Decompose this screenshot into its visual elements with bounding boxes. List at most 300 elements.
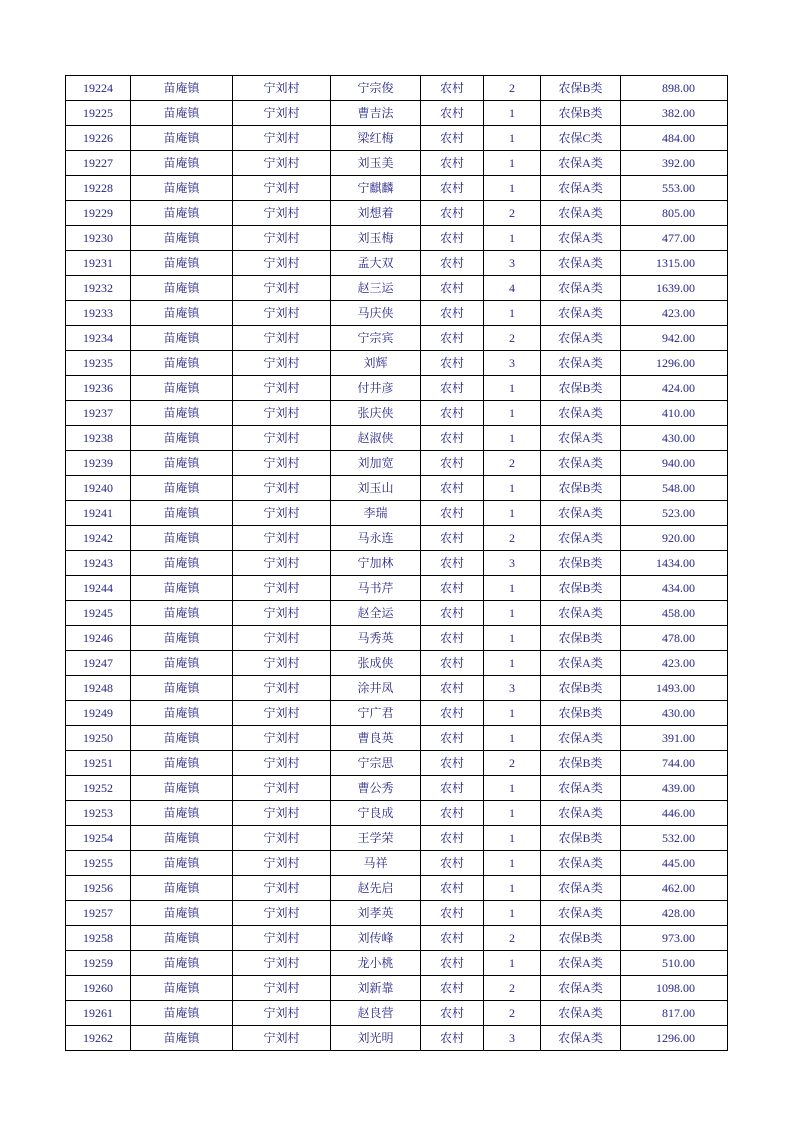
cell-amount: 477.00	[621, 226, 728, 251]
cell-category: 农村	[421, 826, 484, 851]
table-row	[66, 201, 728, 226]
table-row	[66, 576, 728, 601]
cell-id: 19249	[66, 701, 131, 726]
cell-count: 1	[484, 426, 541, 451]
cell-type: 农保A类	[541, 451, 621, 476]
cell-amount: 548.00	[621, 476, 728, 501]
cell-type: 农保A类	[541, 1001, 621, 1026]
cell-type: 农保A类	[541, 201, 621, 226]
cell-category: 农村	[421, 751, 484, 776]
cell-type: 农保B类	[541, 551, 621, 576]
cell-amount: 445.00	[621, 851, 728, 876]
cell-count: 1	[484, 651, 541, 676]
cell-village: 宁刘村	[233, 301, 331, 326]
cell-name: 刘光明	[331, 1026, 421, 1051]
cell-name: 刘传峰	[331, 926, 421, 951]
cell-id: 19229	[66, 201, 131, 226]
cell-category: 农村	[421, 401, 484, 426]
cell-name: 宁宗思	[331, 751, 421, 776]
cell-village: 宁刘村	[233, 676, 331, 701]
cell-amount: 744.00	[621, 751, 728, 776]
cell-type: 农保A类	[541, 176, 621, 201]
cell-amount: 510.00	[621, 951, 728, 976]
cell-count: 1	[484, 901, 541, 926]
cell-village: 宁刘村	[233, 651, 331, 676]
cell-type: 农保A类	[541, 726, 621, 751]
cell-category: 农村	[421, 976, 484, 1001]
cell-village: 宁刘村	[233, 626, 331, 651]
cell-type: 农保A类	[541, 801, 621, 826]
cell-name: 赵良营	[331, 1001, 421, 1026]
cell-village: 宁刘村	[233, 701, 331, 726]
cell-name: 宁麒麟	[331, 176, 421, 201]
table-row	[66, 76, 728, 101]
cell-category: 农村	[421, 226, 484, 251]
cell-town: 苗庵镇	[131, 476, 233, 501]
cell-town: 苗庵镇	[131, 826, 233, 851]
cell-name: 马祥	[331, 851, 421, 876]
cell-category: 农村	[421, 451, 484, 476]
cell-name: 刘新靠	[331, 976, 421, 1001]
cell-id: 19243	[66, 551, 131, 576]
cell-town: 苗庵镇	[131, 251, 233, 276]
cell-category: 农村	[421, 276, 484, 301]
cell-type: 农保A类	[541, 426, 621, 451]
cell-id: 19256	[66, 876, 131, 901]
cell-id: 19254	[66, 826, 131, 851]
cell-category: 农村	[421, 126, 484, 151]
table-row	[66, 326, 728, 351]
cell-village: 宁刘村	[233, 976, 331, 1001]
cell-category: 农村	[421, 251, 484, 276]
cell-id: 19225	[66, 101, 131, 126]
cell-name: 曹良英	[331, 726, 421, 751]
cell-id: 19248	[66, 676, 131, 701]
cell-count: 1	[484, 301, 541, 326]
cell-count: 1	[484, 601, 541, 626]
cell-id: 19262	[66, 1026, 131, 1051]
cell-village: 宁刘村	[233, 201, 331, 226]
table-row	[66, 901, 728, 926]
cell-village: 宁刘村	[233, 1001, 331, 1026]
cell-village: 宁刘村	[233, 126, 331, 151]
cell-count: 1	[484, 101, 541, 126]
cell-town: 苗庵镇	[131, 426, 233, 451]
table-row	[66, 376, 728, 401]
cell-name: 曹吉法	[331, 101, 421, 126]
cell-amount: 423.00	[621, 301, 728, 326]
cell-town: 苗庵镇	[131, 1001, 233, 1026]
cell-name: 刘玉山	[331, 476, 421, 501]
cell-count: 1	[484, 176, 541, 201]
cell-type: 农保A类	[541, 151, 621, 176]
cell-type: 农保B类	[541, 926, 621, 951]
cell-amount: 553.00	[621, 176, 728, 201]
cell-town: 苗庵镇	[131, 201, 233, 226]
cell-village: 宁刘村	[233, 326, 331, 351]
cell-id: 19226	[66, 126, 131, 151]
cell-id: 19251	[66, 751, 131, 776]
cell-id: 19259	[66, 951, 131, 976]
cell-village: 宁刘村	[233, 101, 331, 126]
cell-village: 宁刘村	[233, 776, 331, 801]
cell-type: 农保B类	[541, 676, 621, 701]
cell-type: 农保B类	[541, 626, 621, 651]
cell-town: 苗庵镇	[131, 951, 233, 976]
cell-id: 19231	[66, 251, 131, 276]
cell-village: 宁刘村	[233, 876, 331, 901]
cell-type: 农保B类	[541, 576, 621, 601]
cell-name: 梁红梅	[331, 126, 421, 151]
cell-category: 农村	[421, 551, 484, 576]
cell-category: 农村	[421, 701, 484, 726]
cell-name: 赵三运	[331, 276, 421, 301]
cell-type: 农保A类	[541, 251, 621, 276]
cell-village: 宁刘村	[233, 226, 331, 251]
table-row	[66, 151, 728, 176]
cell-town: 苗庵镇	[131, 601, 233, 626]
cell-count: 1	[484, 776, 541, 801]
cell-type: 农保A类	[541, 601, 621, 626]
cell-count: 3	[484, 551, 541, 576]
cell-town: 苗庵镇	[131, 501, 233, 526]
cell-type: 农保A类	[541, 501, 621, 526]
cell-village: 宁刘村	[233, 401, 331, 426]
cell-id: 19260	[66, 976, 131, 1001]
cell-village: 宁刘村	[233, 251, 331, 276]
cell-village: 宁刘村	[233, 76, 331, 101]
table-row	[66, 851, 728, 876]
cell-id: 19235	[66, 351, 131, 376]
cell-id: 19252	[66, 776, 131, 801]
cell-amount: 423.00	[621, 651, 728, 676]
cell-category: 农村	[421, 776, 484, 801]
cell-town: 苗庵镇	[131, 376, 233, 401]
cell-name: 王学荣	[331, 826, 421, 851]
cell-amount: 1639.00	[621, 276, 728, 301]
cell-town: 苗庵镇	[131, 926, 233, 951]
cell-town: 苗庵镇	[131, 226, 233, 251]
table-row	[66, 476, 728, 501]
cell-amount: 462.00	[621, 876, 728, 901]
cell-village: 宁刘村	[233, 176, 331, 201]
cell-village: 宁刘村	[233, 451, 331, 476]
cell-type: 农保A类	[541, 976, 621, 1001]
cell-town: 苗庵镇	[131, 176, 233, 201]
cell-village: 宁刘村	[233, 851, 331, 876]
cell-village: 宁刘村	[233, 1026, 331, 1051]
cell-category: 农村	[421, 526, 484, 551]
cell-category: 农村	[421, 476, 484, 501]
cell-amount: 382.00	[621, 101, 728, 126]
cell-id: 19224	[66, 76, 131, 101]
cell-town: 苗庵镇	[131, 76, 233, 101]
cell-town: 苗庵镇	[131, 151, 233, 176]
table-row	[66, 976, 728, 1001]
cell-village: 宁刘村	[233, 801, 331, 826]
cell-name: 刘辉	[331, 351, 421, 376]
cell-amount: 430.00	[621, 426, 728, 451]
cell-name: 赵淑侠	[331, 426, 421, 451]
cell-count: 2	[484, 201, 541, 226]
table-row	[66, 351, 728, 376]
cell-name: 孟大双	[331, 251, 421, 276]
cell-town: 苗庵镇	[131, 551, 233, 576]
cell-count: 1	[484, 876, 541, 901]
cell-village: 宁刘村	[233, 526, 331, 551]
cell-name: 赵先启	[331, 876, 421, 901]
table-row	[66, 676, 728, 701]
cell-id: 19227	[66, 151, 131, 176]
cell-type: 农保C类	[541, 126, 621, 151]
cell-name: 马书芹	[331, 576, 421, 601]
table-row	[66, 126, 728, 151]
cell-village: 宁刘村	[233, 826, 331, 851]
cell-village: 宁刘村	[233, 351, 331, 376]
cell-category: 农村	[421, 151, 484, 176]
cell-name: 宁加林	[331, 551, 421, 576]
cell-name: 刘孝英	[331, 901, 421, 926]
cell-id: 19234	[66, 326, 131, 351]
cell-category: 农村	[421, 501, 484, 526]
cell-name: 宁良成	[331, 801, 421, 826]
cell-town: 苗庵镇	[131, 526, 233, 551]
cell-village: 宁刘村	[233, 726, 331, 751]
cell-category: 农村	[421, 101, 484, 126]
cell-count: 1	[484, 726, 541, 751]
cell-category: 农村	[421, 1026, 484, 1051]
cell-count: 1	[484, 801, 541, 826]
table-row	[66, 426, 728, 451]
cell-village: 宁刘村	[233, 551, 331, 576]
cell-type: 农保A类	[541, 401, 621, 426]
cell-category: 农村	[421, 576, 484, 601]
cell-amount: 898.00	[621, 76, 728, 101]
table-row	[66, 401, 728, 426]
cell-village: 宁刘村	[233, 151, 331, 176]
cell-type: 农保A类	[541, 276, 621, 301]
table-row	[66, 251, 728, 276]
cell-village: 宁刘村	[233, 926, 331, 951]
cell-amount: 478.00	[621, 626, 728, 651]
cell-id: 19250	[66, 726, 131, 751]
cell-id: 19230	[66, 226, 131, 251]
cell-name: 马秀英	[331, 626, 421, 651]
cell-type: 农保A类	[541, 326, 621, 351]
cell-town: 苗庵镇	[131, 851, 233, 876]
cell-count: 2	[484, 451, 541, 476]
cell-category: 农村	[421, 726, 484, 751]
cell-id: 19253	[66, 801, 131, 826]
cell-count: 1	[484, 626, 541, 651]
cell-type: 农保A类	[541, 851, 621, 876]
cell-amount: 940.00	[621, 451, 728, 476]
cell-village: 宁刘村	[233, 601, 331, 626]
cell-count: 1	[484, 126, 541, 151]
cell-category: 农村	[421, 326, 484, 351]
cell-type: 农保A类	[541, 301, 621, 326]
cell-id: 19257	[66, 901, 131, 926]
cell-name: 刘想着	[331, 201, 421, 226]
cell-category: 农村	[421, 601, 484, 626]
cell-type: 农保B类	[541, 701, 621, 726]
cell-count: 3	[484, 1026, 541, 1051]
cell-town: 苗庵镇	[131, 401, 233, 426]
table-row	[66, 826, 728, 851]
table-row	[66, 301, 728, 326]
cell-type: 农保A类	[541, 951, 621, 976]
table-row	[66, 176, 728, 201]
cell-name: 马永连	[331, 526, 421, 551]
cell-count: 1	[484, 376, 541, 401]
cell-category: 农村	[421, 76, 484, 101]
cell-town: 苗庵镇	[131, 351, 233, 376]
cell-id: 19239	[66, 451, 131, 476]
cell-amount: 805.00	[621, 201, 728, 226]
cell-type: 农保A类	[541, 776, 621, 801]
cell-town: 苗庵镇	[131, 626, 233, 651]
cell-count: 3	[484, 351, 541, 376]
cell-amount: 424.00	[621, 376, 728, 401]
cell-amount: 973.00	[621, 926, 728, 951]
cell-name: 刘玉梅	[331, 226, 421, 251]
table-row	[66, 276, 728, 301]
cell-town: 苗庵镇	[131, 701, 233, 726]
cell-category: 农村	[421, 901, 484, 926]
cell-category: 农村	[421, 651, 484, 676]
cell-amount: 391.00	[621, 726, 728, 751]
cell-name: 龙小桃	[331, 951, 421, 976]
table-row	[66, 601, 728, 626]
cell-name: 马庆侠	[331, 301, 421, 326]
cell-type: 农保A类	[541, 351, 621, 376]
cell-amount: 392.00	[621, 151, 728, 176]
cell-village: 宁刘村	[233, 426, 331, 451]
cell-town: 苗庵镇	[131, 451, 233, 476]
cell-category: 农村	[421, 926, 484, 951]
cell-category: 农村	[421, 201, 484, 226]
cell-name: 张成侠	[331, 651, 421, 676]
cell-town: 苗庵镇	[131, 326, 233, 351]
table-row	[66, 801, 728, 826]
cell-town: 苗庵镇	[131, 676, 233, 701]
cell-town: 苗庵镇	[131, 101, 233, 126]
cell-id: 19245	[66, 601, 131, 626]
cell-id: 19241	[66, 501, 131, 526]
cell-type: 农保B类	[541, 76, 621, 101]
cell-amount: 1493.00	[621, 676, 728, 701]
cell-id: 19232	[66, 276, 131, 301]
cell-category: 农村	[421, 626, 484, 651]
cell-amount: 1315.00	[621, 251, 728, 276]
cell-village: 宁刘村	[233, 501, 331, 526]
cell-count: 2	[484, 326, 541, 351]
cell-town: 苗庵镇	[131, 576, 233, 601]
cell-category: 农村	[421, 876, 484, 901]
cell-amount: 1296.00	[621, 351, 728, 376]
cell-name: 刘加宽	[331, 451, 421, 476]
cell-category: 农村	[421, 676, 484, 701]
table-row	[66, 626, 728, 651]
cell-village: 宁刘村	[233, 951, 331, 976]
cell-count: 2	[484, 926, 541, 951]
cell-amount: 1296.00	[621, 1026, 728, 1051]
table-row	[66, 1001, 728, 1026]
cell-type: 农保A类	[541, 876, 621, 901]
cell-id: 19261	[66, 1001, 131, 1026]
cell-name: 付井彦	[331, 376, 421, 401]
cell-amount: 430.00	[621, 701, 728, 726]
table-row	[66, 951, 728, 976]
cell-id: 19246	[66, 626, 131, 651]
cell-category: 农村	[421, 426, 484, 451]
cell-amount: 446.00	[621, 801, 728, 826]
cell-type: 农保A类	[541, 651, 621, 676]
table-row	[66, 1026, 728, 1051]
cell-village: 宁刘村	[233, 276, 331, 301]
cell-id: 19228	[66, 176, 131, 201]
cell-id: 19255	[66, 851, 131, 876]
table-row	[66, 451, 728, 476]
table-row	[66, 776, 728, 801]
cell-id: 19240	[66, 476, 131, 501]
table-row	[66, 226, 728, 251]
cell-town: 苗庵镇	[131, 751, 233, 776]
table-body	[66, 76, 728, 1051]
cell-count: 1	[484, 851, 541, 876]
cell-count: 1	[484, 501, 541, 526]
cell-amount: 458.00	[621, 601, 728, 626]
cell-amount: 439.00	[621, 776, 728, 801]
cell-id: 19236	[66, 376, 131, 401]
cell-name: 赵全运	[331, 601, 421, 626]
cell-type: 农保B类	[541, 826, 621, 851]
cell-count: 1	[484, 226, 541, 251]
cell-count: 2	[484, 976, 541, 1001]
cell-category: 农村	[421, 1001, 484, 1026]
cell-town: 苗庵镇	[131, 776, 233, 801]
cell-count: 1	[484, 476, 541, 501]
cell-amount: 1098.00	[621, 976, 728, 1001]
cell-count: 2	[484, 1001, 541, 1026]
cell-amount: 410.00	[621, 401, 728, 426]
cell-type: 农保A类	[541, 901, 621, 926]
cell-count: 2	[484, 76, 541, 101]
cell-count: 1	[484, 151, 541, 176]
cell-type: 农保B类	[541, 376, 621, 401]
table-row	[66, 926, 728, 951]
cell-category: 农村	[421, 801, 484, 826]
cell-name: 宁宗宾	[331, 326, 421, 351]
cell-type: 农保A类	[541, 226, 621, 251]
cell-id: 19247	[66, 651, 131, 676]
cell-name: 刘玉美	[331, 151, 421, 176]
cell-category: 农村	[421, 351, 484, 376]
benefit-table	[65, 75, 728, 1051]
cell-id: 19238	[66, 426, 131, 451]
table-row	[66, 101, 728, 126]
cell-village: 宁刘村	[233, 751, 331, 776]
cell-type: 农保B类	[541, 476, 621, 501]
cell-amount: 484.00	[621, 126, 728, 151]
cell-category: 农村	[421, 176, 484, 201]
cell-amount: 920.00	[621, 526, 728, 551]
table-row	[66, 701, 728, 726]
cell-amount: 523.00	[621, 501, 728, 526]
cell-count: 1	[484, 701, 541, 726]
cell-count: 3	[484, 251, 541, 276]
cell-town: 苗庵镇	[131, 876, 233, 901]
